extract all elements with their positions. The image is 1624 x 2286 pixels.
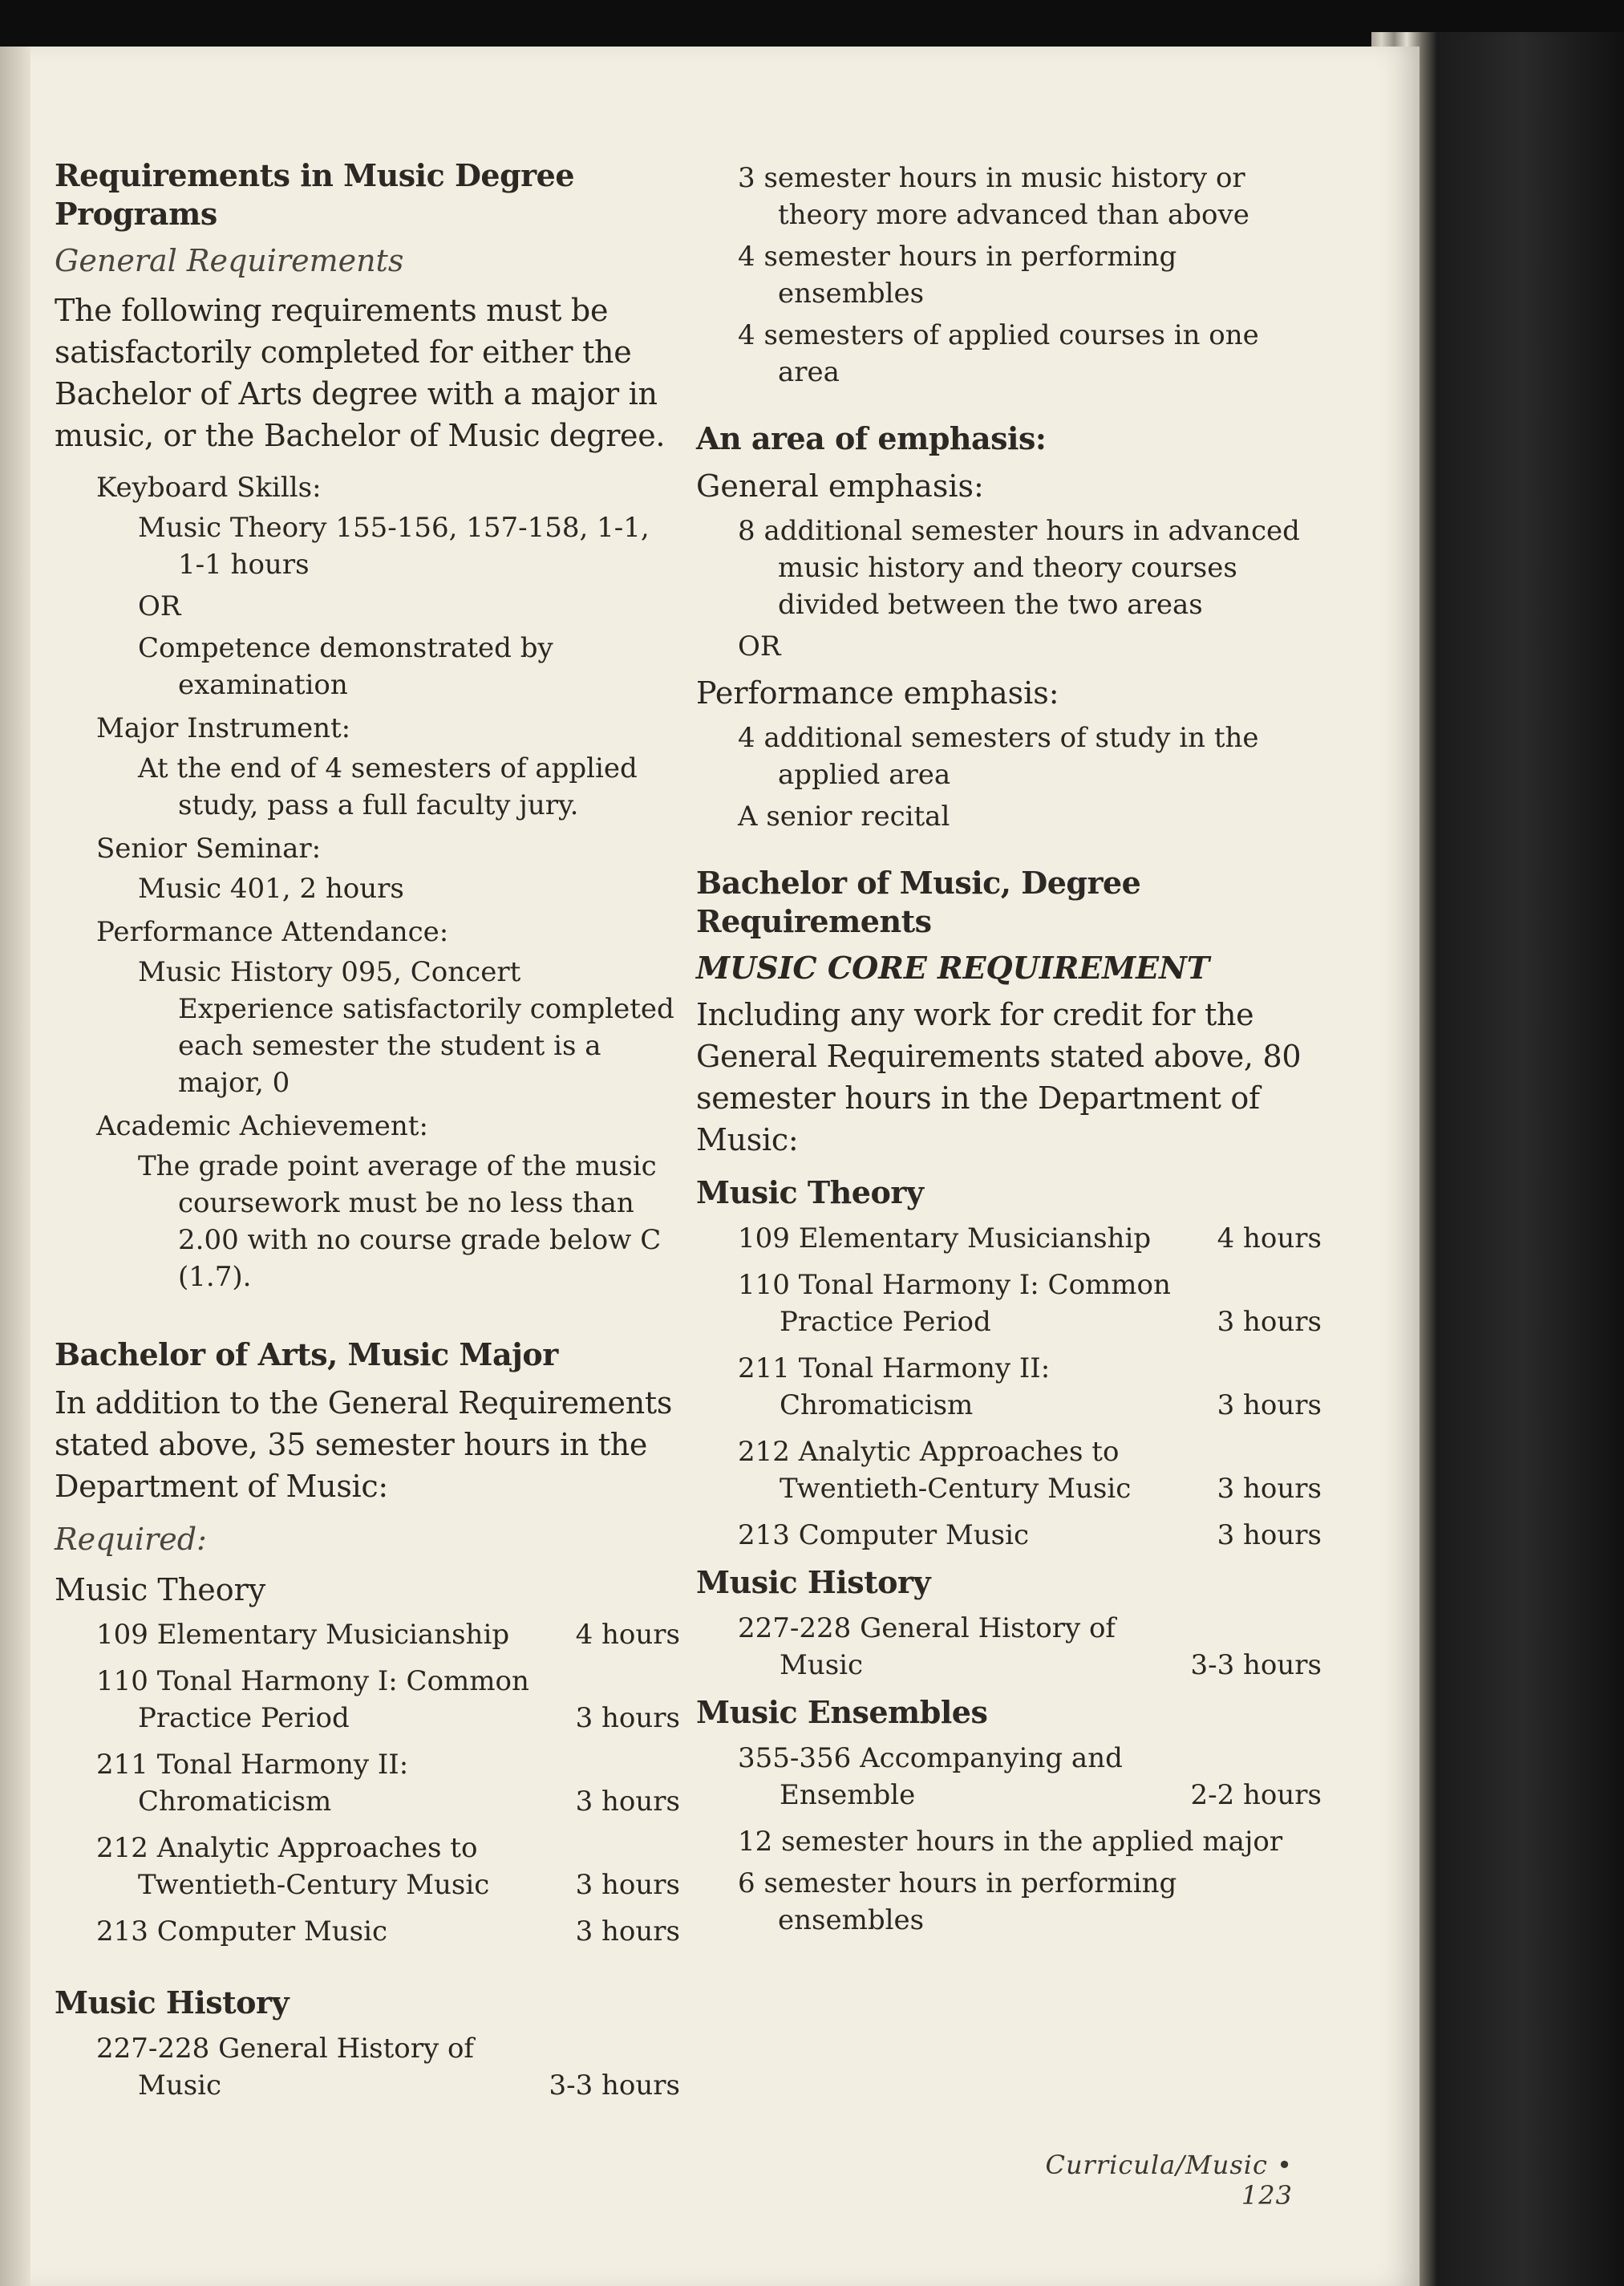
course-name: 212 Analytic Approaches to Twentieth-Century Music <box>96 1832 490 1901</box>
keyboard-skills-label: Keyboard Skills: <box>96 472 322 504</box>
course-row <box>738 1267 1322 1340</box>
course-row <box>738 1517 1322 1554</box>
continued-item-1: 3 semester hours in music history or theory more advanced than above <box>738 162 1249 231</box>
continued-item-2: 4 semester hours in performing ensembles <box>738 241 1177 310</box>
academic-achievement-label: Academic Achievement: <box>96 1110 428 1142</box>
course-row <box>96 1616 680 1653</box>
heading-music-ensembles: Music Ensembles <box>696 1694 988 1730</box>
left-column <box>55 156 680 2114</box>
heading-bachelor-of-music: Bachelor of Music, Degree Requirements <box>696 865 1141 939</box>
course-row <box>96 2030 680 2104</box>
course-row <box>96 1830 680 1903</box>
course-row <box>738 1350 1322 1424</box>
performance-attendance-text: Music History 095, Concert Experience satisfactorily completed each semester the student is a major, 0 <box>138 956 674 1099</box>
course-name: 213 Computer Music <box>738 1519 1030 1551</box>
heading-music-history: Music History <box>55 1984 290 2021</box>
course-name: 110 Tonal Harmony I: Common Practice Period <box>738 1269 1171 1338</box>
academic-achievement-text: The grade point average of the music coursework must be no less than 2.00 with no course grade below C (1.7). <box>138 1150 662 1293</box>
course-row <box>738 1610 1322 1684</box>
page-footer: Curricula/Music • 123 <box>1045 2150 1293 2211</box>
course-hours: 2-2 hours <box>1190 1779 1322 1811</box>
heading-area-of-emphasis: An area of emphasis: <box>696 420 1047 456</box>
course-hours: 3 hours <box>1217 1306 1322 1338</box>
performance-emphasis-text: 4 additional semesters of study in the applied area <box>738 722 1259 791</box>
course-name: 109 Elementary Musicianship <box>738 1222 1152 1254</box>
course-name: 109 Elementary Musicianship <box>96 1619 510 1651</box>
course-name: 227-228 General History of Music <box>738 1612 1116 1681</box>
course-name: 212 Analytic Approaches to Twentieth-Century Music <box>738 1436 1132 1505</box>
ensemble-item-2: 6 semester hours in performing ensembles <box>738 1867 1177 1936</box>
continued-item-3: 4 semesters of applied courses in one area <box>738 319 1259 388</box>
course-hours: 3-3 hours <box>549 2069 680 2102</box>
core-intro-paragraph: Including any work for credit for the General Requirements stated above, 80 semester hours in the Department of Music: <box>696 997 1302 1157</box>
course-hours: 3 hours <box>575 1785 680 1818</box>
performance-attendance-label: Performance Attendance: <box>96 916 449 948</box>
course-name: 213 Computer Music <box>96 1915 388 1948</box>
course-hours: 3 hours <box>1217 1389 1322 1421</box>
course-name: 355-356 Accompanying and Ensemble <box>738 1742 1123 1811</box>
subheading-general-requirements: General Requirements <box>55 243 404 278</box>
heading-music-history: Music History <box>696 1564 931 1600</box>
course-name: 227-228 General History of Music <box>96 2033 475 2102</box>
course-row <box>96 1913 680 1950</box>
course-hours: 4 hours <box>1217 1222 1322 1254</box>
music-theory-label: Music Theory <box>55 1572 266 1607</box>
course-row <box>96 1746 680 1820</box>
keyboard-skills-option-1: Music Theory 155-156, 157-158, 1-1, 1-1 hours <box>138 512 650 581</box>
heading-music-theory: Music Theory <box>696 1174 924 1210</box>
ensemble-item-1: 12 semester hours in the applied major <box>738 1826 1283 1858</box>
course-hours: 3 hours <box>1217 1473 1322 1505</box>
course-row <box>738 1433 1322 1507</box>
intro-paragraph: The following requirements must be satisfactorily completed for either the Bachelor of Arts degree with a major in music, or the Bachelor of Music degree. <box>55 293 666 453</box>
course-name: 110 Tonal Harmony I: Common Practice Period <box>96 1665 529 1734</box>
keyboard-skills-option-2: Competence demonstrated by examination <box>138 632 553 701</box>
or-label: OR <box>738 630 781 663</box>
senior-seminar-label: Senior Seminar: <box>96 833 322 865</box>
music-core-requirement: MUSIC CORE REQUIREMENT <box>696 950 1210 986</box>
heading-bachelor-of-arts: Bachelor of Arts, Music Major <box>55 1336 558 1372</box>
major-instrument-label: Major Instrument: <box>96 712 351 744</box>
senior-recital: A senior recital <box>738 801 950 833</box>
or-label: OR <box>138 590 181 622</box>
general-emphasis-text: 8 additional semester hours in advanced music history and theory courses divided between the two areas <box>738 515 1300 621</box>
general-emphasis-label: General emphasis: <box>696 468 984 504</box>
right-column <box>696 156 1322 1944</box>
course-hours: 3 hours <box>1217 1519 1322 1551</box>
course-hours: 3 hours <box>575 1915 680 1948</box>
course-hours: 4 hours <box>575 1619 680 1651</box>
major-instrument-text: At the end of 4 semesters of applied study, pass a full faculty jury. <box>138 752 638 821</box>
page-gutter <box>0 47 30 2286</box>
ba-intro-paragraph: In addition to the General Requirements stated above, 35 semester hours in the Department of Music: <box>55 1385 673 1504</box>
course-hours: 3 hours <box>575 1869 680 1901</box>
course-row <box>738 1740 1322 1814</box>
required-label: Required: <box>55 1522 207 1557</box>
course-hours: 3-3 hours <box>1190 1649 1322 1681</box>
senior-seminar-text: Music 401, 2 hours <box>138 873 404 905</box>
course-row <box>738 1220 1322 1257</box>
course-name: 211 Tonal Harmony II: Chromaticism <box>738 1352 1051 1421</box>
performance-emphasis-label: Performance emphasis: <box>696 675 1059 711</box>
course-row <box>96 1663 680 1737</box>
course-hours: 3 hours <box>575 1702 680 1734</box>
course-name: 211 Tonal Harmony II: Chromaticism <box>96 1749 409 1818</box>
heading-requirements: Requirements in Music Degree Programs <box>55 157 575 232</box>
